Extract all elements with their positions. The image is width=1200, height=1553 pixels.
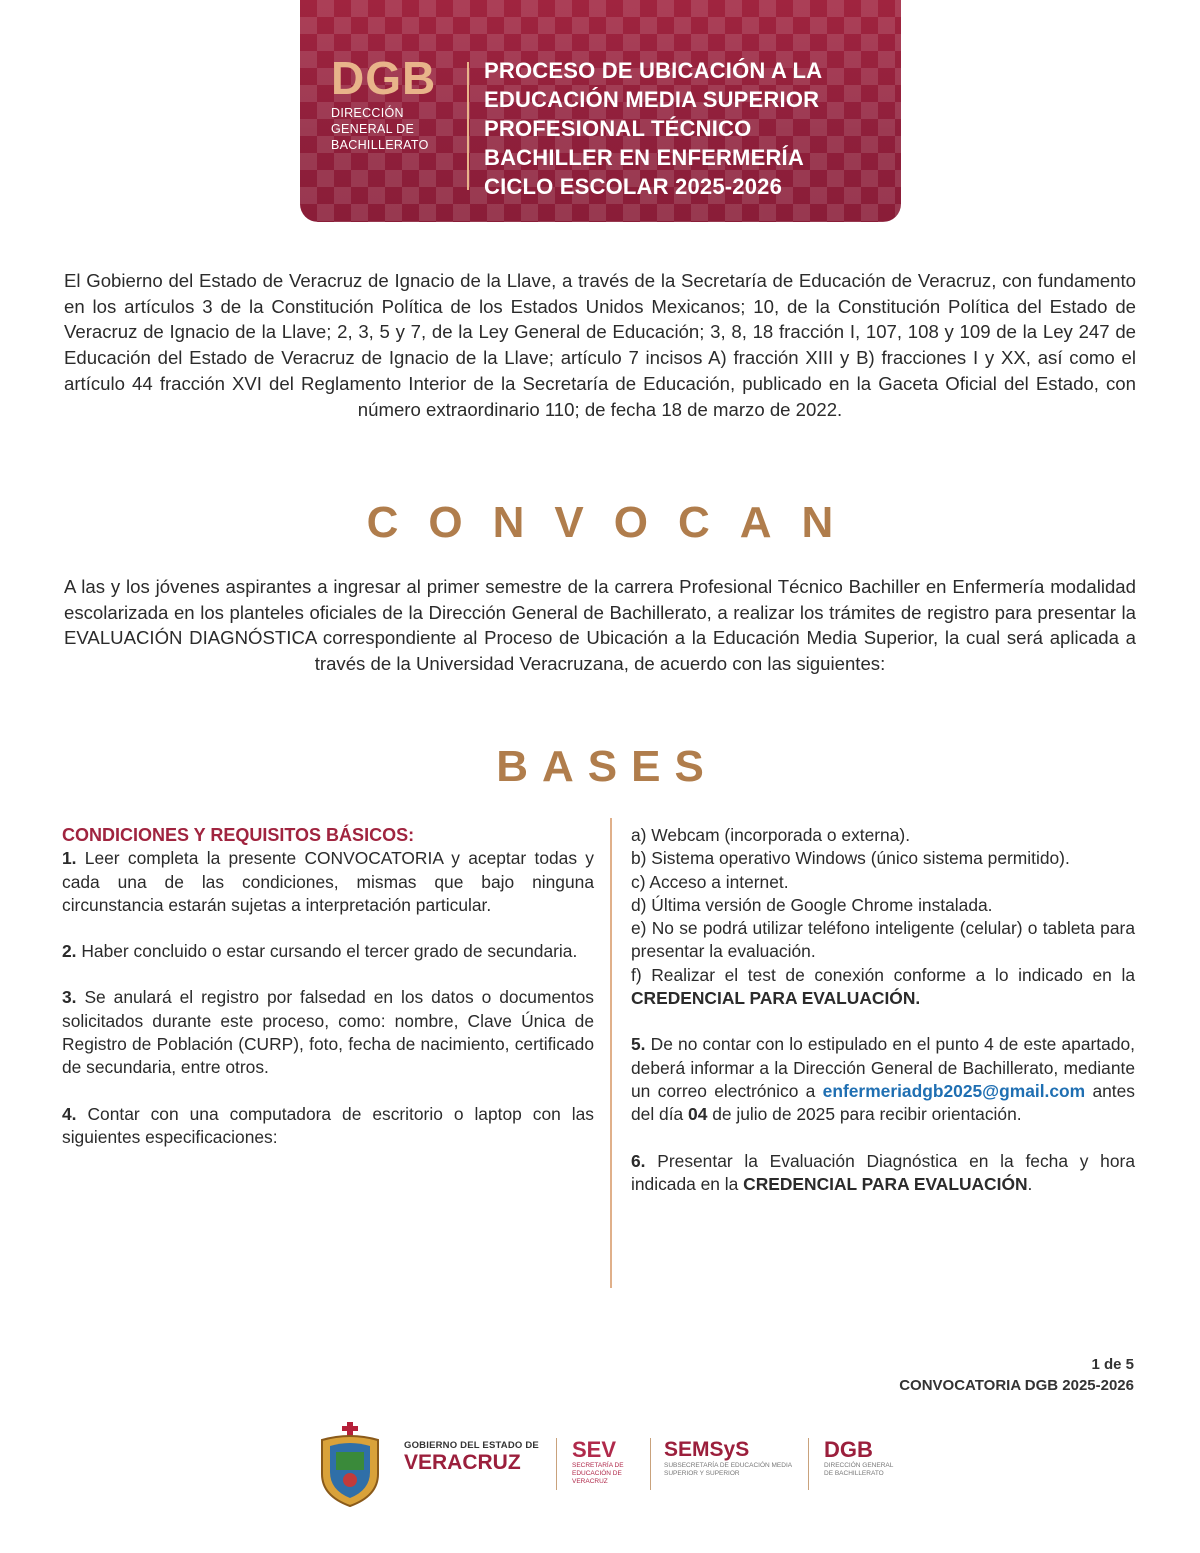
spec-item: d) Última versión de Google Chrome instalada. [631, 894, 993, 915]
dgb-acronym: DGB [331, 52, 437, 104]
spec-item: c) Acceso a internet. [631, 871, 789, 892]
semsys-logo: SEMSyS SUBSECRETARÍA DE EDUCACIÓN MEDIA SUPERIOR Y SUPERIOR [664, 1438, 792, 1477]
footer-separator [556, 1438, 557, 1490]
contact-email-link[interactable]: enfermeriadgb2025@gmail.com [822, 1080, 1086, 1101]
header-divider [467, 62, 469, 190]
dgb-footer-logo: DGB DIRECCIÓN GENERAL DE BACHILLERATO [824, 1437, 894, 1477]
document-code: CONVOCATORIA DGB 2025-2026 [899, 1377, 1134, 1394]
requirements-column-left [62, 824, 594, 1149]
page-info [899, 1354, 1134, 1396]
requirement-item-6: 6. Presentar la Evaluación Diagnóstica en la fecha y hora indicada en la CREDENCIAL PARA EVALUACIÓN. [631, 1150, 1135, 1194]
spec-item: b) Sistema operativo Windows (único sistema permitido). [631, 848, 1070, 869]
dgb-logo [331, 52, 461, 153]
requirements-column-right [631, 824, 1135, 1196]
section-title: CONDICIONES Y REQUISITOS BÁSICOS: [62, 825, 415, 845]
spec-item: f) Realizar el test de conexión conforme a lo indicado en la CREDENCIAL PARA EVALUACIÓN. [631, 964, 1135, 1009]
requirement-item: 3. Se anulará el registro por falsedad en los datos o documentos solicitados durante este proceso, como: nombre, Clave Única de Registro de Población (CURP), foto, fecha de nacimiento, certificado de secundaria, entre otros. [62, 987, 594, 1078]
requirement-item: 1. Leer completa la presente CONVOCATORIA y aceptar todas y cada una de las condiciones, mismas que bajo ninguna circunstancia estarán sujetas a interpretación particular. [62, 848, 594, 915]
document-title: PROCESO DE UBICACIÓN A LA EDUCACIÓN MEDIA SUPERIOR PROFESIONAL TÉCNICO BACHILLER EN ENFERMERÍA CICLO ESCOLAR 2025-2026 [484, 58, 823, 199]
convocan-heading: CONVOCAN [366, 498, 864, 547]
footer-logos [314, 1420, 894, 1510]
requirement-item-5: 5. De no contar con lo estipulado en el punto 4 de este apartado, deberá informar a la Dirección General de Bachillerato, mediante un correo electrónico a enfermeriadgb2025@gmail.com antes del día 04 de julio de 2025 para recibir orientación. [631, 1034, 1135, 1125]
footer-separator [808, 1438, 809, 1490]
footer-separator [650, 1438, 651, 1490]
page-number: 1 de 5 [1091, 1356, 1134, 1373]
column-divider [610, 818, 612, 1288]
spec-item: a) Webcam (incorporada o externa). [631, 825, 911, 845]
gobierno-veracruz-logo: GOBIERNO DEL ESTADO DE VERACRUZ [404, 1440, 539, 1474]
veracruz-coat-of-arms-icon [314, 1422, 386, 1508]
requirement-item: 4. Contar con una computadora de escritorio o laptop con las siguientes especificaciones: [62, 1103, 594, 1147]
spec-item: e) No se podrá utilizar teléfono inteligente (celular) o tableta para presentar la evaluación. [631, 918, 1135, 962]
intro-paragraph: El Gobierno del Estado de Veracruz de Ignacio de la Llave, a través de la Secretaría de Educación de Veracruz, con fundamento en los artículos 3 de la Constitución Política de los Estados Unidos Mexicanos; 10, de la Constitución Política del Estado de Veracruz de Ignacio de la Llave; 2, 3, 5 y 7, de la Ley General de Educación; 3, 8, 18 fracción I, 107, 108 y 109 de la Ley 247 de Educación del Estado de Veracruz de Ignacio de la Llave; artículo 7 incisos A) fracción XIII y B) fracciones I y XX, así como el artículo 44 fracción XVI del Reglamento Interior de la Secretaría de Educación, publicado en la Gaceta Oficial del Estado, con número extraordinario 110; de fecha 18 de marzo de 2022. [64, 270, 1136, 420]
bases-heading: BASES [496, 742, 718, 791]
requirement-item: 2. Haber concluido o estar cursando el tercer grado de secundaria. [62, 941, 578, 962]
dgb-name: DIRECCIÓN GENERAL DE BACHILLERATO [331, 106, 429, 152]
sev-logo: SEV SECRETARÍA DE EDUCACIÓN DE VERACRUZ [572, 1437, 624, 1485]
call-paragraph: A las y los jóvenes aspirantes a ingresar al primer semestre de la carrera Profesional Técnico Bachiller en Enfermería modalidad escolarizada en los planteles oficiales de la Dirección General de Bachillerato, a realizar los trámites de registro para presentar la EVALUACIÓN DIAGNÓSTICA correspondiente al Proceso de Ubicación a la Educación Media Superior, la cual será aplicada a través de la Universidad Veracruzana, de acuerdo con las siguientes: [64, 576, 1136, 675]
